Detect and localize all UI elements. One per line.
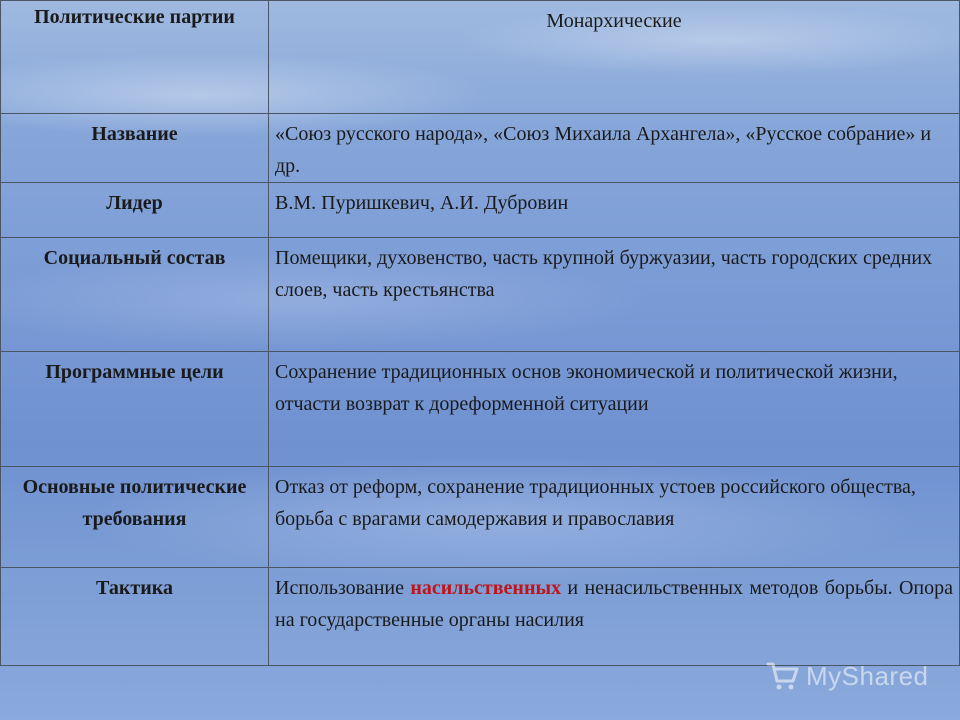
- table-row: [1, 467, 960, 568]
- table-header-row: [1, 1, 960, 114]
- row-value-demands: Отказ от реформ, сохранение традиционных устоев российского общества, борьба с врагами самодержавия и православия: [269, 467, 960, 568]
- tactics-text-after: и ненасильственных методов борьбы. Опора на государственные органы насилия: [275, 577, 953, 631]
- row-label-leader: Лидер: [1, 183, 269, 238]
- row-value-leader: В.М. Пуришкевич, А.И. Дубровин: [269, 183, 960, 238]
- row-value-tactics: [269, 568, 960, 666]
- watermark-text: MyShared: [806, 660, 929, 691]
- table-row: [1, 114, 960, 183]
- myshared-watermark: [766, 657, 936, 695]
- row-label-demands: Основные политические требования: [1, 467, 269, 568]
- table-row: [1, 183, 960, 238]
- table-row: [1, 238, 960, 352]
- row-label-tactics: Тактика: [1, 568, 269, 666]
- tactics-text-before: Использование: [275, 577, 411, 599]
- cart-icon: [766, 660, 800, 692]
- table-title: Монархические: [269, 1, 960, 114]
- row-value-social: Помещики, духовенство, часть крупной буржуазии, часть городских средних слоев, часть крестьянства: [269, 238, 960, 352]
- table-row: [1, 568, 960, 666]
- tactics-highlight: насильственных: [410, 577, 562, 599]
- table-row: [1, 352, 960, 467]
- header-label: Политические партии: [1, 1, 269, 114]
- row-label-name: Название: [1, 114, 269, 183]
- row-value-name: «Союз русского народа», «Союз Михаила Архангела», «Русское собрание» и др.: [269, 114, 960, 183]
- row-value-goals: Сохранение традиционных основ экономической и политической жизни, отчасти возврат к дореформенной ситуации: [269, 352, 960, 467]
- row-label-social: Социальный состав: [1, 238, 269, 352]
- row-label-goals: Программные цели: [1, 352, 269, 467]
